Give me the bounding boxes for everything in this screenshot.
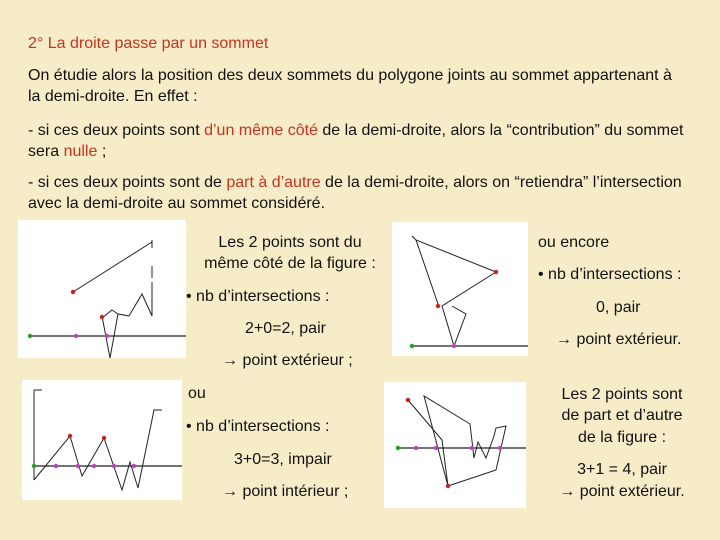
- origin-point: [28, 334, 32, 338]
- figure-interior: [22, 380, 182, 500]
- origin-point: [410, 344, 414, 348]
- intersection-point: [112, 464, 116, 468]
- figure-same-side: [18, 220, 186, 358]
- case2-line3: 0, pair: [596, 299, 641, 316]
- same-side-highlight: d’un même côté: [204, 122, 318, 139]
- polygon-diagram-2: [392, 222, 528, 356]
- intersection-point: [76, 464, 80, 468]
- intersection-point: [74, 334, 78, 338]
- origin-point: [396, 446, 400, 450]
- case2-line2: • nb d’intersections :: [538, 266, 682, 283]
- same-side-paragraph: [28, 120, 693, 162]
- case2-line1: ou encore: [538, 234, 610, 251]
- case1-line2: même côté de la figure :: [204, 255, 376, 272]
- figure-no-intersection: [392, 222, 528, 356]
- case1-line4: 2+0=2, pair: [245, 320, 326, 337]
- case4-line5: → point extérieur.: [559, 483, 685, 500]
- same-side-text-2: de la demi-droite, alors la “contribution” du sommet sera: [28, 122, 684, 160]
- case3-line4: → point intérieur ;: [222, 483, 349, 500]
- vertex-point: [494, 270, 498, 274]
- vertex-point: [71, 290, 75, 294]
- case2-line4: → point extérieur.: [556, 331, 682, 348]
- case4-line3: de la figure :: [577, 429, 667, 446]
- vertex-point: [102, 436, 106, 440]
- case3-line2: • nb d’intersections :: [186, 418, 330, 435]
- null-highlight: nulle: [63, 143, 98, 160]
- vertex-point: [68, 434, 72, 438]
- polygon-diagram-1: [18, 220, 186, 358]
- intro-paragraph: On étudie alors la position des deux sommets du polygone joints au sommet appartenant à la demi-droite. En effet :: [28, 67, 672, 105]
- case4-line1: Les 2 points sont: [561, 386, 683, 403]
- vertex-point: [436, 304, 440, 308]
- opposite-side-text: - si ces deux points sont de: [28, 174, 227, 191]
- intersection-point: [414, 446, 418, 450]
- intersection-point: [54, 464, 58, 468]
- same-side-text: - si ces deux points sont: [28, 122, 205, 139]
- vertex-point: [100, 315, 104, 319]
- same-side-text-3: ;: [97, 143, 107, 160]
- vertex-point: [446, 484, 450, 488]
- intersection-point: [498, 446, 502, 450]
- case3-line3: 3+0=3, impair: [234, 451, 332, 468]
- intersection-point: [434, 446, 438, 450]
- vertex-point: [406, 398, 410, 402]
- intersection-point: [92, 464, 96, 468]
- figure-part-and-other: [384, 382, 526, 508]
- intersection-point: [105, 334, 109, 338]
- case1-line1: Les 2 points sont du: [218, 234, 362, 251]
- opposite-side-text-2: de la demi-droite, alors on “retiendra” l’intersection avec la demi-droite au sommet considéré.: [28, 174, 682, 212]
- opposite-side-highlight: part à d’autre: [226, 174, 321, 191]
- polygon-diagram-4: [384, 382, 526, 508]
- case3-line1: ou: [188, 385, 206, 402]
- case1-line5: → point extérieur ;: [222, 352, 353, 369]
- intersection-point: [132, 464, 136, 468]
- opposite-side-paragraph: [28, 172, 693, 214]
- case4-line2: de part et d’autre: [561, 407, 683, 424]
- intersection-point: [452, 344, 456, 348]
- origin-point: [32, 464, 36, 468]
- case1-line3: • nb d’intersections :: [186, 288, 330, 305]
- case4-line4: 3+1 = 4, pair: [577, 461, 667, 478]
- intersection-point: [470, 446, 474, 450]
- polygon-diagram-3: [22, 380, 182, 500]
- section-heading: 2° La droite passe par un sommet: [28, 35, 269, 52]
